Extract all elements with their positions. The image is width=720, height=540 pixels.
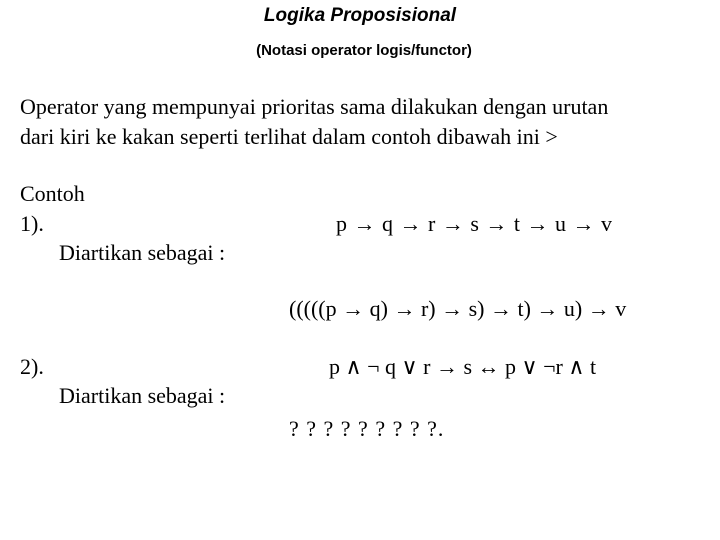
example-1-number: 1).: [20, 211, 44, 236]
slide-subtitle: (Notasi operator logis/functor): [256, 42, 472, 59]
example-heading: Contoh: [20, 181, 85, 206]
intro-text-line-1: Operator yang mempunyai prioritas sama dilakukan dengan urutan: [20, 94, 609, 119]
example-2-formula: p ∧ ¬ q ∨ r → s ↔ p ∨ ¬r ∧ t: [329, 354, 597, 379]
example-2-meaning: ? ? ? ? ? ? ? ? ?.: [289, 416, 445, 441]
example-2-meaning-label: Diartikan sebagai :: [59, 383, 226, 408]
example-1-meaning-label: Diartikan sebagai :: [59, 240, 226, 265]
example-1-meaning: (((((p → q) → r) → s) → t) → u) → v: [289, 296, 627, 321]
slide-title: Logika Proposisional: [263, 5, 457, 26]
example-1-formula: p → q → r → s → t → u → v: [336, 211, 612, 236]
example-2-number: 2).: [20, 354, 44, 379]
intro-text-line-2: dari kiri ke kakan seperti terlihat dalam contoh dibawah ini >: [20, 124, 558, 149]
